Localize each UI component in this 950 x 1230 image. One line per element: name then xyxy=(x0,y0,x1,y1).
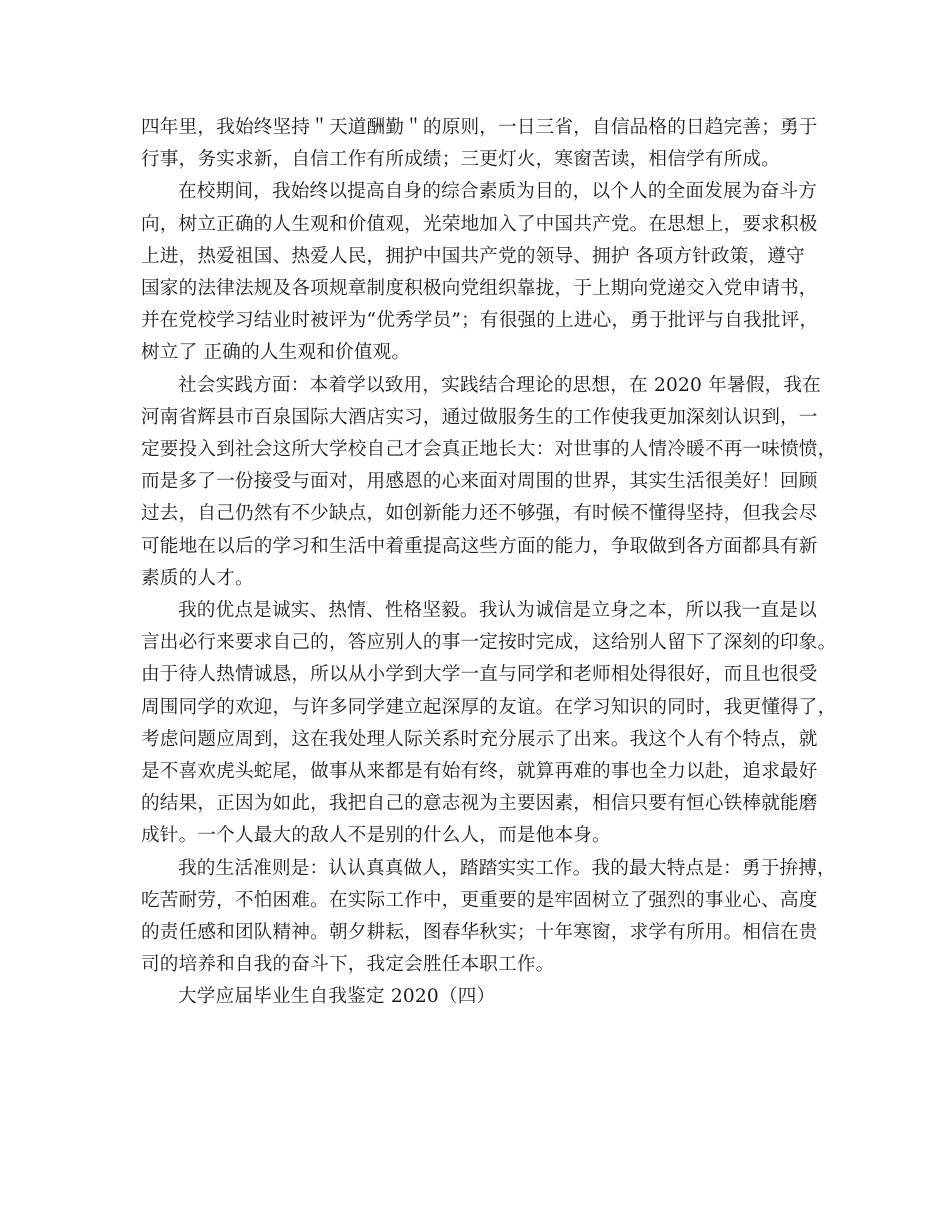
text-line: 过去，自己仍然有不少缺点，如创新能力还不够强，有时候不懂得坚持，但我会尽 xyxy=(141,503,818,525)
text-line: 周围同学的欢迎，与许多同学建立起深厚的友谊。在学习知识的同时，我更懂得了， xyxy=(141,696,837,718)
text-line: 行事，务实求新，自信工作有所成绩；三更灯火，寒窗苦读，相信学有所成。 xyxy=(141,149,780,171)
paragraph-campus-period xyxy=(141,176,831,369)
text-line: 我的优点是诚实、热情、性格坚毅。我认为诚信是立身之本，所以我一直是以 xyxy=(178,600,817,622)
text-line: 的结果，正因为如此，我把自己的意志视为主要因素，相信只要有恒心铁棒就能磨 xyxy=(141,793,818,815)
paragraph-social-practice xyxy=(141,370,837,595)
text-line: 国家的法律法规及各项规章制度积极向党组织靠拢，于上期向党递交入党申请书， xyxy=(141,278,818,300)
text-line: 我的生活准则是：认认真真做人，踏踏实实工作。我的最大特点是：勇于拚搏， xyxy=(178,857,836,879)
section-title: 大学应届毕业生自我鉴定 2020（四） xyxy=(178,986,496,1008)
text-line: 吃苦耐劳，不怕困难。在实际工作中，更重要的是牢固树立了强烈的事业心、高度 xyxy=(141,889,818,911)
text-line: 并在党校学习结业时被评为“优秀学员”；有很强的上进心，勇于批评与自我批评， xyxy=(141,310,819,332)
paragraph-persistence xyxy=(141,112,831,176)
text-line: 司的培养和自我的奋斗下，我定会胜任本职工作。 xyxy=(141,954,555,976)
text-line: 定要投入到社会这所大学校自己才会真正地长大：对世事的人情冷暖不再一味愤愤， xyxy=(141,439,837,461)
text-line: 向，树立正确的人生观和价值观，光荣地加入了中国共产党。在思想上，要求积极 xyxy=(141,213,818,235)
text-line: 可能地在以后的学习和生活中着重提高这些方面的能力，争取做到各方面都具有新 xyxy=(141,535,818,557)
text-line: 树立了 正确的人生观和价值观。 xyxy=(141,342,411,364)
text-line: 是不喜欢虎头蛇尾，做事从来都是有始有终，就算再难的事也全力以赴，追求最好 xyxy=(141,761,818,783)
text-line: 四年里，我始终坚持＂天道酬勤＂的原则，一日三省，自信品格的日趋完善；勇于 xyxy=(141,117,818,138)
text-line: 言出必行来要求自己的，答应别人的事一定按时完成，这给别人留下了深刻的印象。 xyxy=(141,632,837,654)
paragraph-life-principles xyxy=(141,853,836,982)
text-line: 素质的人才。 xyxy=(141,567,254,589)
text-line: 成针。一个人最大的敌人不是别的什么人，而是他本身。 xyxy=(141,825,611,847)
text-line: 考虑问题应周到，这在我处理人际关系时充分展示了出来。我这个人有个特点，就 xyxy=(141,728,818,750)
text-line: 河南省辉县市百泉国际大酒店实习，通过做服务生的工作使我更加深刻认识到，一 xyxy=(141,406,818,428)
text-line: 的责任感和团队精神。朝夕耕耘，图春华秋实；十年寒窗，求学有所用。相信在贵 xyxy=(141,922,818,944)
text-line: 上进，热爱祖国、热爱人民，拥护中国共产党的领导、拥护 各项方针政策，遵守 xyxy=(141,245,805,267)
text-line: 由于待人热情诚恳，所以从小学到大学一直与同学和老师相处得很好，而且也很受 xyxy=(141,664,818,686)
paragraph-strengths xyxy=(141,595,837,853)
section-heading xyxy=(141,981,831,1013)
text-line: 社会实践方面：本着学以致用，实践结合理论的思想，在 2020 年暑假，我在 xyxy=(178,374,821,396)
text-line: 而是多了一份接受与面对，用感恩的心来面对周围的世界，其实生活很美好！回顾 xyxy=(141,471,818,493)
document-body xyxy=(141,112,837,1014)
text-line: 在校期间，我始终以提高自身的综合素质为目的，以个人的全面发展为奋斗方 xyxy=(178,181,817,203)
